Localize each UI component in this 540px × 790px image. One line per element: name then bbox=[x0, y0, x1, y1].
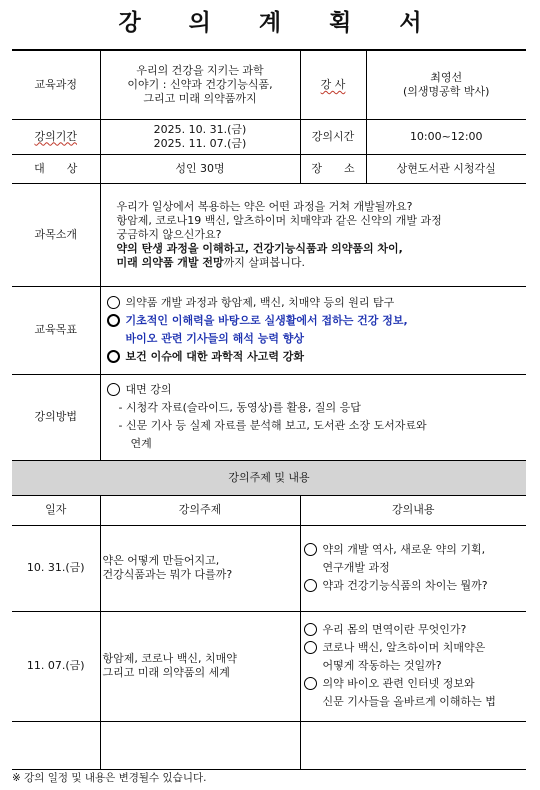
goal-item-continued: 바이오 관련 기사들의 해석 능력 향상 bbox=[125, 332, 305, 345]
circle-bullet-icon bbox=[304, 677, 317, 690]
method-row bbox=[12, 374, 526, 460]
method-label: 강의방법 bbox=[12, 374, 100, 460]
target-row bbox=[12, 154, 526, 183]
schedule-topic: 약은 어떻게 만들어지고, 건강식품과는 뭐가 다를까? bbox=[100, 525, 300, 611]
method-item-continued: 연계 bbox=[130, 437, 152, 450]
content-item: 의약 바이오 관련 인터넷 정보와 bbox=[304, 675, 524, 693]
schedule-row bbox=[12, 525, 526, 611]
schedule-date: 11. 07.(금) bbox=[12, 611, 100, 721]
content-item: 약과 건강기능식품의 차이는 뭘까? bbox=[304, 577, 524, 595]
lecturer-value: 최영선 (의생명공학 박사) bbox=[366, 50, 526, 119]
method-item: 대면 강의 bbox=[107, 381, 521, 399]
content-item-continued: 신문 기사들을 올바르게 이해하는 법 bbox=[322, 695, 496, 708]
schedule-section-title: 강의주제 및 내용 bbox=[12, 460, 526, 495]
target-value: 성인 30명 bbox=[100, 154, 300, 183]
course-label: 교육과정 bbox=[12, 50, 100, 119]
header-content: 강의내용 bbox=[300, 495, 526, 525]
place-value: 상현도서관 시청각실 bbox=[366, 154, 526, 183]
circle-bullet-icon bbox=[107, 383, 120, 396]
circle-bullet-icon bbox=[304, 641, 317, 654]
place-label: 장 소 bbox=[300, 154, 366, 183]
period-row bbox=[12, 119, 526, 154]
intro-row bbox=[12, 183, 526, 286]
content-item: 약의 개발 역사, 새로운 약의 기획, bbox=[304, 541, 524, 559]
circle-bullet-icon bbox=[107, 314, 120, 327]
course-row bbox=[12, 50, 526, 119]
lecturer-label: 강 사 bbox=[300, 50, 366, 119]
footnote: ※ 강의 일정 및 내용은 변경될수 있습니다. bbox=[12, 772, 207, 784]
intro-label: 과목소개 bbox=[12, 183, 100, 286]
lecture-plan-table bbox=[12, 49, 526, 770]
schedule-row bbox=[12, 611, 526, 721]
circle-bullet-icon bbox=[107, 296, 120, 309]
target-label: 대 상 bbox=[12, 154, 100, 183]
time-value: 10:00~12:00 bbox=[366, 119, 526, 154]
schedule-row-empty bbox=[12, 721, 526, 769]
method-item: - 시청각 자료(슬라이드, 동영상)를 활용, 질의 응답 bbox=[118, 401, 361, 414]
period-value: 2025. 10. 31.(금) 2025. 11. 07.(금) bbox=[100, 119, 300, 154]
period-label: 강의기간 bbox=[12, 119, 100, 154]
content-item: 코로나 백신, 알츠하이머 치매약은 bbox=[304, 639, 524, 657]
goals-label: 교육목표 bbox=[12, 286, 100, 374]
schedule-content bbox=[300, 525, 526, 611]
document-title: 강 의 계 획 서 bbox=[118, 9, 442, 36]
schedule-section-header bbox=[12, 460, 526, 495]
schedule-header-row bbox=[12, 495, 526, 525]
content-item-continued: 어떻게 작동하는 것일까? bbox=[322, 659, 442, 672]
method-item: - 신문 기사 등 실제 자료를 분석해 보고, 도서관 소장 도서자료와 bbox=[118, 419, 427, 432]
header-date: 일자 bbox=[12, 495, 100, 525]
method-list bbox=[100, 374, 526, 460]
goals-row bbox=[12, 286, 526, 374]
header-topic: 강의주제 bbox=[100, 495, 300, 525]
circle-bullet-icon bbox=[304, 543, 317, 556]
goal-item: 보건 이슈에 대한 과학적 사고력 강화 bbox=[107, 348, 521, 366]
circle-bullet-icon bbox=[304, 623, 317, 636]
goal-item: 기초적인 이해력을 바탕으로 실생활에서 접하는 건강 정보, bbox=[107, 312, 521, 330]
goals-list bbox=[100, 286, 526, 374]
circle-bullet-icon bbox=[304, 579, 317, 592]
content-item: 우리 몸의 면역이란 무엇인가? bbox=[304, 621, 524, 639]
schedule-content bbox=[300, 611, 526, 721]
circle-bullet-icon bbox=[107, 350, 120, 363]
time-label: 강의시간 bbox=[300, 119, 366, 154]
goal-item: 의약품 개발 과정과 항암제, 백신, 치매약 등의 원리 탐구 bbox=[107, 294, 521, 312]
content-item-continued: 연구개발 과정 bbox=[322, 561, 390, 574]
schedule-date: 10. 31.(금) bbox=[12, 525, 100, 611]
course-value: 우리의 건강을 지키는 과학 이야기 : 신약과 건강기능식품, 그리고 미래 의약품까지 bbox=[100, 50, 300, 119]
intro-text: 우리가 일상에서 복용하는 약은 어떤 과정을 거쳐 개발될까요? 항암제, 코로나19 백신, 알츠하이머 치매약과 같은 신약의 개발 과정 궁금하지 않으신가요? 약의 탄생 과정을 이해하고, 건강기능식품과 의약품의 차이, 미래 의약품 개발 전망까지 살펴봅니다. bbox=[100, 183, 526, 286]
schedule-topic: 항암제, 코로나 백신, 치매약 그리고 미래 의약품의 세계 bbox=[100, 611, 300, 721]
